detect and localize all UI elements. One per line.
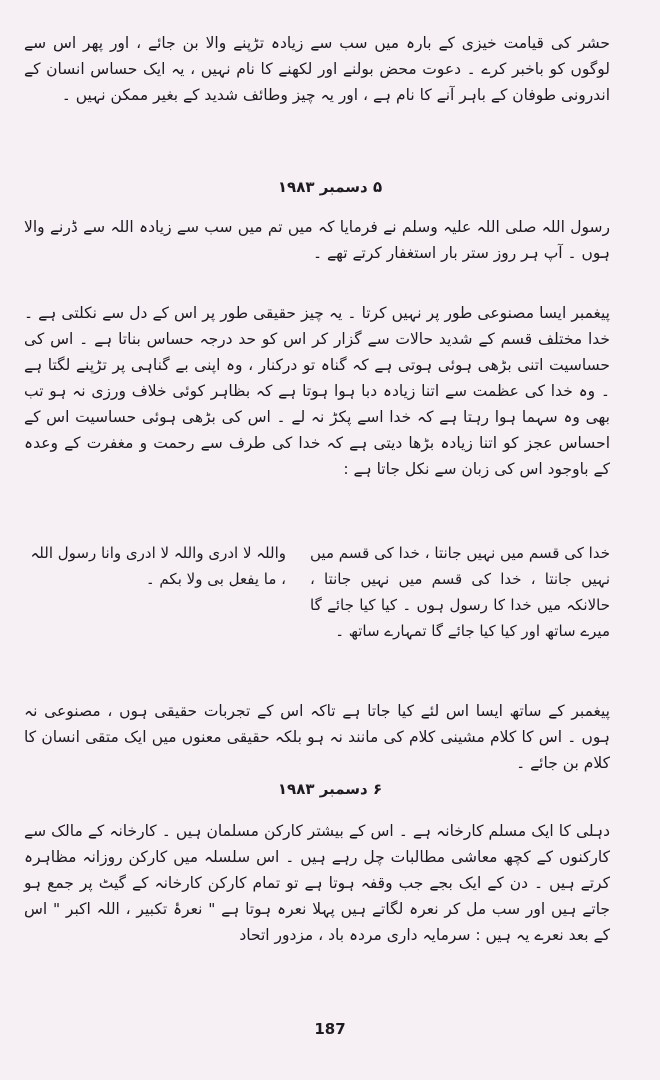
paragraph-judgment-day: حشر کی قیامت خیزی کے بارہ میں سب سے زیادہ تڑپنے والا بن جائے ، اور پھر اس سے لوگوں کو باخبر کرے ۔ دعوت محض بولنے اور لکھنے کا نام نہیں ، یہ ایک حساس انسان کے اندرونی طوفان کے باہر آنے کا نام ہے ، اور یہ چیز وطائف شدید کے بغیر ممکن نہیں ۔ (24, 34, 610, 104)
date-heading-dec-5: ۵ دسمبر ۱۹۸۳ (277, 178, 383, 196)
paragraph-delhi-factory: دہلی کا ایک مسلم کارخانہ ہے ۔ اس کے بیشتر کارکن مسلمان ہیں ۔ کارخانہ کے مالک سے کارکنوں کے کچھ معاشی مطالبات چل رہے ہیں ۔ اس سلسلہ میں کارکن روزانہ مظاہرہ کرتے ہیں ۔ دن کے ایک بجے جب وقفہ ہوتا ہے تو تمام کارکن کارخانہ کے گیٹ پر جمع ہو جاتے ہیں اور سب مل کر نعرہ لگاتے ہیں پہلا نعرہ ہوتا ہے " نعرۂ تکبیر ، اللہ اکبر " اس کے بعد نعرے یہ ہیں : سرمایہ داری مردہ باد ، مزدور اتحاد (24, 822, 610, 944)
page-number: 187 (314, 1020, 346, 1038)
quote-urdu-translation: خدا کی قسم میں نہیں جانتا ، خدا کی قسم میں نہیں جانتا ، خدا کی قسم میں نہیں جانتا ، حالانکہ میں خدا کا رسول ہوں ۔ کیا کیا جائے گا میرے ساتھ اور کیا کیا جائے گا تمہارے ساتھ ۔ (310, 544, 610, 640)
paragraph-real-experience: پیغمبر کے ساتھ ایسا اس لئے کیا جاتا ہے تاکہ اس کے تجربات حقیقی ہوں ، مصنوعی نہ ہوں ۔ اس کا کلام مشینی کلام کی مانند نہ ہو بلکہ حقیقی معنوں میں ایک متقی انسان کا کلام بن جائے ۔ (24, 702, 610, 772)
quote-arabic-text: واللہ لا ادری واللہ لا ادری وانا رسول اللہ ، ما یفعل بی ولا بکم ۔ (30, 544, 286, 588)
paragraph-prophet-sensitivity: پیغمبر ایسا مصنوعی طور پر نہیں کرتا ۔ یہ چیز حقیقی طور پر اس کے دل سے نکلتی ہے ۔ خدا مختلف قسم کے شدید حالات سے گزار کر اس کو حد درجہ حساس بناتا ہے ۔ اس کی حساسیت اتنی بڑھی ہوئی ہوتی ہے کہ گناہ تو درکنار ، وہ اپنی بے گناہی پر تڑپنے لگتا ہے ۔ وہ خدا کی عظمت سے اتنا زیادہ دبا ہوا ہوتا ہے کہ بظاہر کوئی خلاف ورزی نہ ہو تب بھی وہ سہما ہوا رہتا ہے کہ خدا اسے پکڑ نہ لے ۔ اس کی بڑھی ہوئی حساسیت اس کے احساس عجز کو اتنا زیادہ بڑھا دیتی ہے کہ خدا کی طرف سے رحمت و مغفرت کے وعدہ کے باوجود اس کی زبان سے نکل جاتا ہے : (24, 304, 610, 478)
date-heading-dec-6: ۶ دسمبر ۱۹۸۳ (277, 780, 383, 798)
paragraph-prophet-fear: رسول اللہ صلی اللہ علیہ وسلم نے فرمایا کہ میں تم میں سب سے زیادہ اللہ سے ڈرنے والا ہوں ۔ آپ ہر روز ستر بار استغفار کرتے تھے ۔ (24, 218, 610, 262)
quote-section (24, 540, 610, 644)
